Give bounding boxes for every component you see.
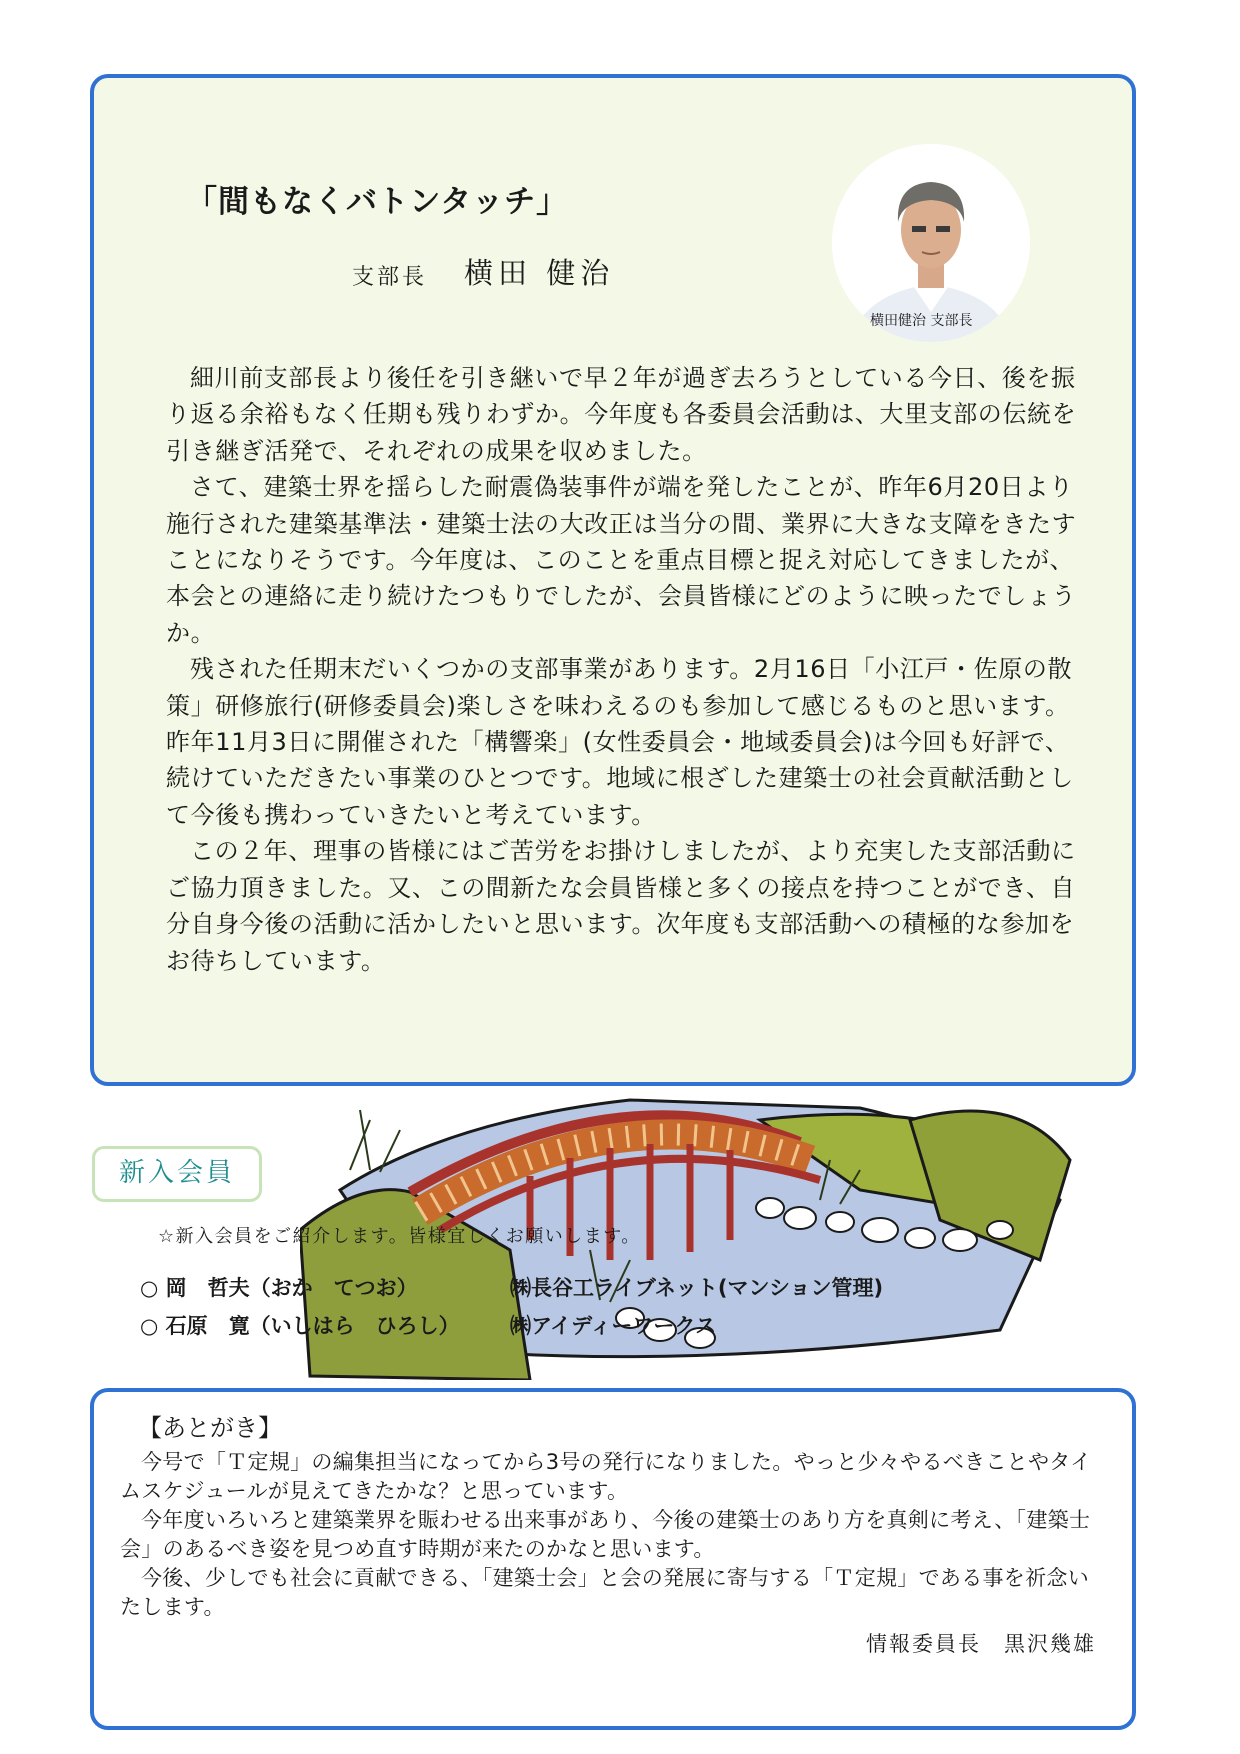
new-members-intro: ☆新入会員をご紹介します。皆様宜しくお願いします。 [158,1226,641,1247]
author-role: 支部長 [352,265,428,290]
afterword-paragraph: 今後、少しでも社会に貢献できる、「建築士会」と会の発展に寄与する「Ｔ定規」である事を祈念いたします。 [120,1566,1089,1619]
list-item [140,1272,884,1302]
afterword-paragraph: 今号で「Ｔ定規」の編集担当になってから3号の発行になりました。やっと少々やるべきことやタイムスケジュールが見えてきたかな？と思っています。 [120,1450,1092,1503]
message-paragraph: この２年、理事の皆様にはご苦労をお掛けしましたが、より充実した支部活動にご協力頂きました。又、この間新たな会員皆様と多くの接点を持つことができ、自分自身今後の活動に活かしたいと思います。次年度も支部活動への積極的な参加をお待ちしています。 [166,837,1076,975]
afterword-title: 【あとがき】 [138,1414,282,1442]
message-body [166,360,1086,979]
member-company: ㈱長谷工ライブネット(マンション管理) [510,1276,884,1300]
afterword-body [120,1448,1110,1622]
afterword-box [90,1388,1136,1730]
chairman-message-box [90,74,1136,1086]
message-paragraph: 細川前支部長より後任を引き継いで早２年が過ぎ去ろうとしている今日、後を振り返る余裕もなく任期も残りわずか。今年度も各委員会活動は、大里支部の伝統を引き継ぎ活発で、それぞれの成果を収めました。 [166,364,1077,465]
photo-caption: 横田健治 支部長 [870,313,973,329]
afterword-paragraph: 今年度いろいろと建築業界を賑わせる出来事があり、今後の建築士のあり方を真剣に考え、「建築士会」のあるべき姿を見つめ直す時期が来たのかなと思います。 [120,1508,1091,1561]
list-item [140,1310,717,1340]
message-title: 「間もなくバトンタッチ」 [186,184,569,220]
afterword-signature: 情報委員長 黒沢幾雄 [866,1632,1096,1656]
message-paragraph: さて、建築士界を揺らした耐震偽装事件が端を発したことが、昨年6月20日より施行された建築基準法・建築士法の大改正は当分の間、業界に大きな支障をきたすことになりそうです。今年度は、このことを重点目標と捉え対応してきましたが、本会との連絡に走り続けたつもりでしたが、会員皆様にどのように映ったでしょうか。 [166,473,1077,647]
member-company: ㈱アイディーワークス [510,1314,717,1338]
message-paragraph: 残された任期末だいくつかの支部事業があります。2月16日「小江戸・佐原の散策」研修旅行(研修委員会)楽しさを味わえるのも参加して感じるものと思います。昨年11月3日に開催された「構響楽」(女性委員会・地域委員会)は今回も好評で、続けていただきたい事業のひとつです。地域に根ざした建築士の社会貢献活動として今後も携わっていきたいと考えています。 [166,655,1074,829]
new-members-heading: 新入会員 [92,1146,262,1202]
author-name: 横田 健治 [464,256,615,290]
member-name: ○ 岡 哲夫（おか てつお） [140,1276,418,1300]
member-name: ○ 石原 寛（いしはら ひろし） [140,1314,460,1338]
